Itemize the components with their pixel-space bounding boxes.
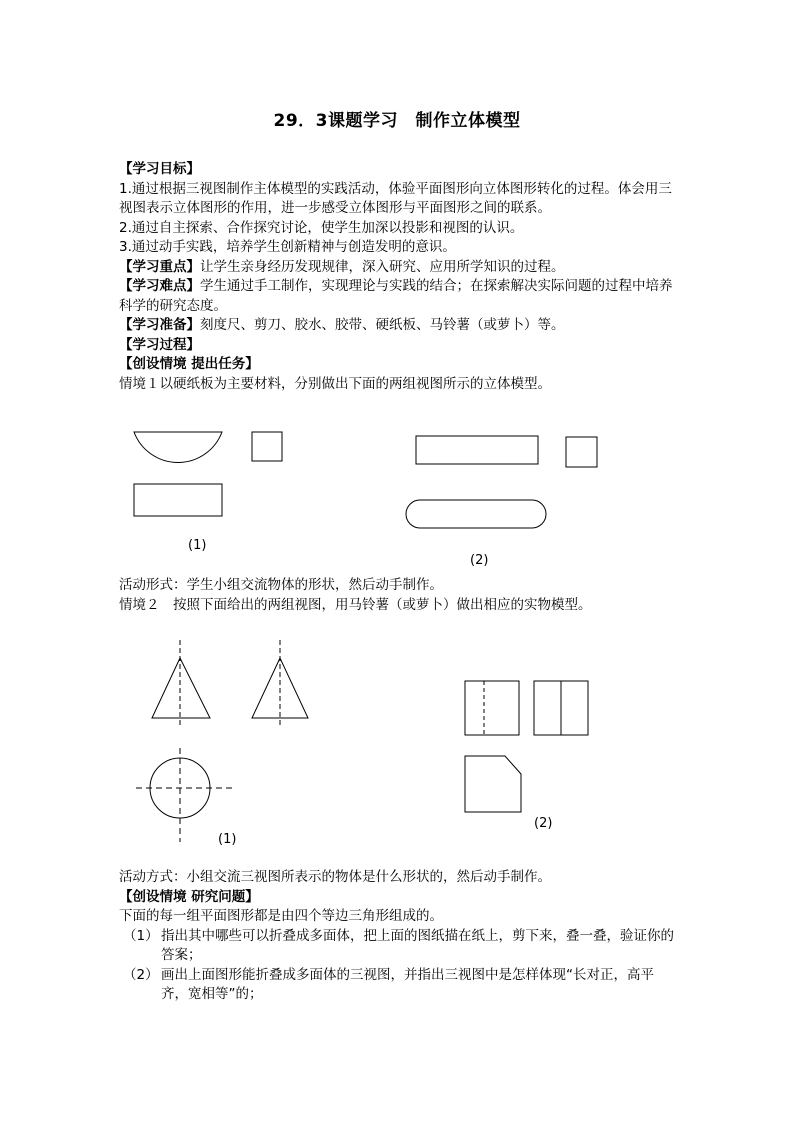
preparation-text: 刻度尺、剪刀、胶水、胶带、硬纸板、马铃薯（或萝卜）等。 <box>200 317 565 333</box>
situation-1: 情境１以硬纸板为主要材料，分别做出下面的两组视图所示的立体模型。 <box>119 375 551 392</box>
difficulty <box>119 277 679 316</box>
learning-info <box>119 160 679 394</box>
activity-2: 活动方式：小组交流三视图所表示的物体是什么形状的，然后动手制作。 <box>119 869 551 885</box>
key-point <box>119 258 679 278</box>
figure-situation-2 <box>0 630 794 860</box>
list-item-1 <box>119 927 679 966</box>
figure-1-drawing <box>0 420 794 575</box>
difficulty-text: 学生通过手工制作，实现理论与实践的结合；在探索解决实际问题的过程中培养科学的研究态度。 <box>119 278 673 314</box>
process-heading: 【学习过程】 <box>119 336 200 353</box>
section1-heading: 【创设情境 提出任务】 <box>119 356 259 372</box>
activity-1: 活动形式：学生小组交流物体的形状，然后动手制作。 <box>119 577 443 593</box>
figure-1-caption-2: (2) <box>470 553 489 568</box>
situation-text <box>119 576 679 615</box>
situation-2: 情境２ 按照下面给出的两组视图，用马铃薯（或萝卜）做出相应的实物模型。 <box>119 596 592 613</box>
prism-front-view <box>465 681 519 735</box>
section2-intro: 下面的每一组平面图形都是由四个等边三角形组成的。 <box>119 908 443 924</box>
goal-item-1: 1.通过根据三视图制作主体模型的实践活动，体验平面图形向立体图形转化的过程。体会用三视图表示立体图形的作用，进一步感受立体图形与平面图形之间的联系。 <box>119 180 672 216</box>
key-point-label: 【学习重点】 <box>119 258 200 275</box>
page-title: 29．3课题学习 制作立体模型 <box>273 111 521 131</box>
list-item-2-text: 画出上面图形能折叠成多面体的三视图，并指出三视图中是怎样体现“长对正，高平齐，宽相等”的； <box>161 966 654 1002</box>
figure-1-caption-1: (1) <box>188 538 207 553</box>
preparation-label: 【学习准备】 <box>119 317 200 333</box>
small-square-view <box>252 432 282 461</box>
preparation <box>119 316 679 336</box>
list-item-2 <box>119 966 679 1005</box>
long-rectangle-view <box>416 436 538 464</box>
list-item-1-number: （1） <box>123 927 159 944</box>
list-item-1-text: 指出其中哪些可以折叠成多面体，把上面的图纸描在纸上，剪下来，叠一叠，验证你的答案； <box>161 927 674 963</box>
figure-situation-1 <box>0 420 794 575</box>
goal-item-2: 2.通过自主探索、合作探究讨论，使学生加深以投影和视图的认识。 <box>119 219 524 236</box>
difficulty-label: 【学习难点】 <box>119 278 200 294</box>
rectangle-view <box>134 484 222 516</box>
cone-front-view <box>152 658 210 718</box>
rounded-rectangle-view <box>406 500 546 528</box>
semicircle-view <box>134 432 222 462</box>
figure-2-drawing <box>0 630 794 860</box>
key-point-text: 让学生亲身经历发现规律，深入研究、应用所学知识的过程。 <box>200 258 565 275</box>
prism-top-view <box>465 756 521 812</box>
figure-2-caption-1: (1) <box>218 832 237 847</box>
square-view <box>566 437 597 467</box>
goals-heading: 【学习目标】 <box>119 161 200 177</box>
goal-item-3: 3.通过动手实践，培养学生创新精神与创造发明的意识。 <box>119 239 456 255</box>
figure-2-caption-2: (2) <box>534 816 553 831</box>
section2-heading: 【创设情境 研究问题】 <box>119 888 259 905</box>
list-item-2-number: （2） <box>123 966 159 983</box>
section-2 <box>119 868 679 1005</box>
